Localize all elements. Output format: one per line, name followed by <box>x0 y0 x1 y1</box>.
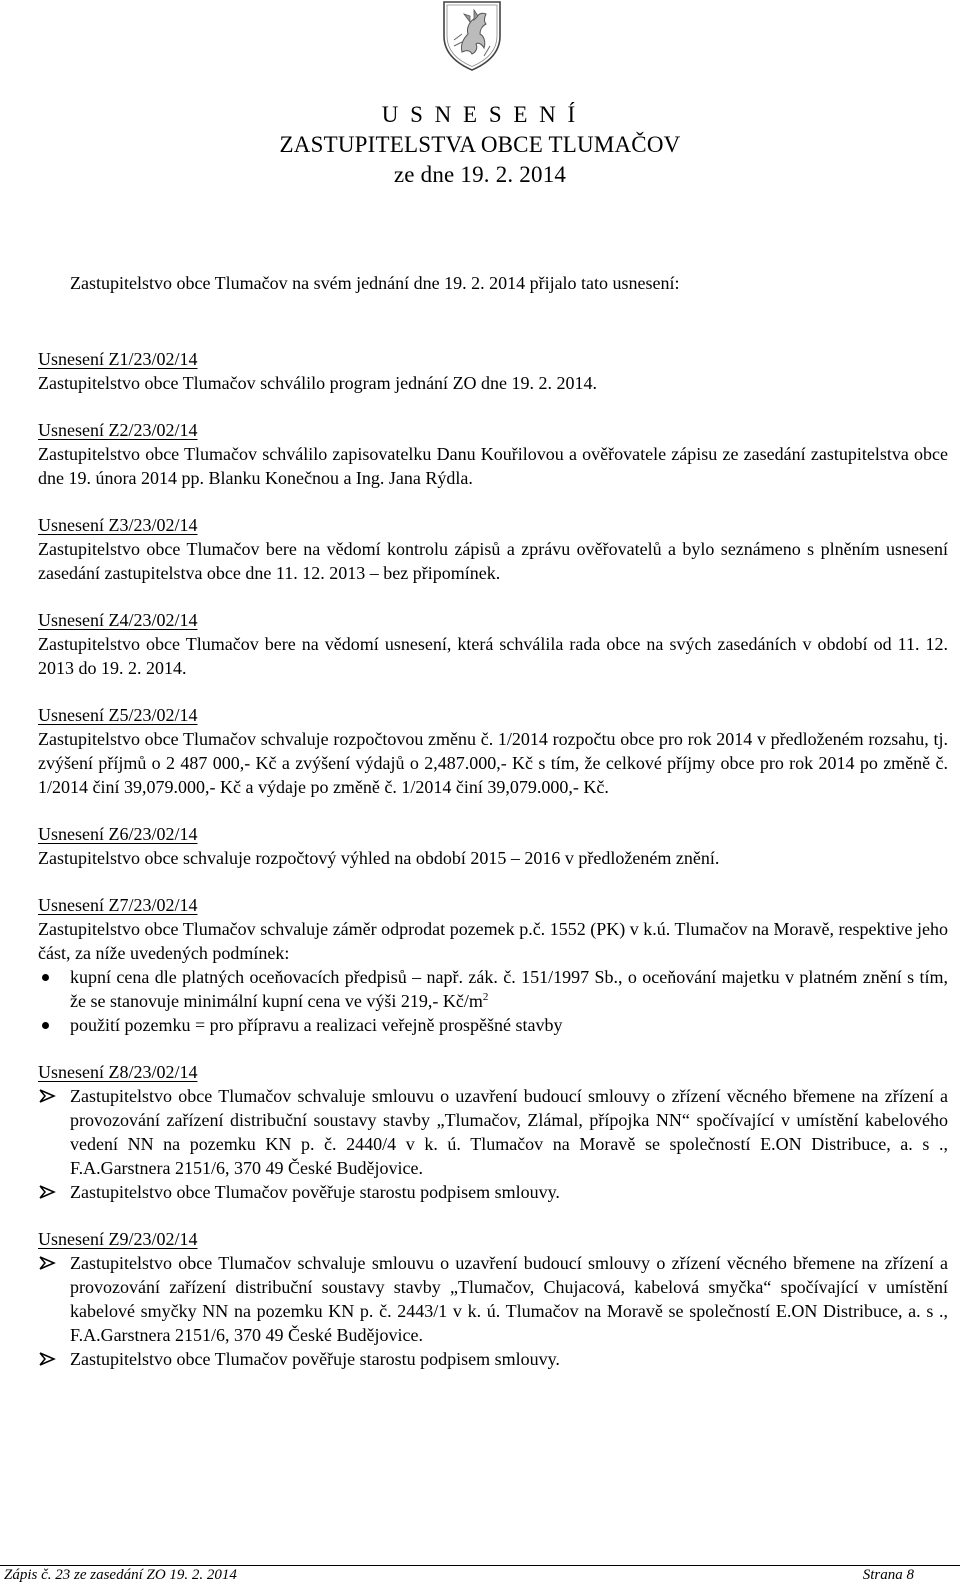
list-item <box>38 1084 948 1180</box>
arrow-bullet-icon <box>38 1352 56 1366</box>
resolution-body: Zastupitelstvo obce Tlumačov schvaluje záměr odprodat pozemek p.č. 1552 (PK) v k.ú. Tlumačov na Moravě, respektive jeho část, za níže uvedených podmínek: <box>38 919 948 963</box>
resolution-title: Usnesení Z1/23/02/14 <box>38 349 198 369</box>
intro-text: Zastupitelstvo obce Tlumačov na svém jednání dne 19. 2. 2014 přijalo tato usnesení: <box>70 273 680 293</box>
arrow-bullet-icon <box>38 1256 56 1270</box>
resolutions-list <box>38 347 948 1394</box>
resolution-body: Zastupitelstvo obce Tlumačov schválilo zapisovatelku Danu Kouřilovou a ověřovatele zápisu ze zasedání zastupitelstva obce dne 19. února 2014 pp. Blanku Konečnou a Ing. Jana Rýdla. <box>38 444 948 488</box>
resolution-z5 <box>38 703 948 799</box>
arrow-list <box>38 1084 948 1204</box>
resolution-title: Usnesení Z2/23/02/14 <box>38 420 198 440</box>
document-subtitle: ZASTUPITELSTVA OBCE TLUMAČOV <box>279 132 681 157</box>
list-item-text: Zastupitelstvo obce Tlumačov pověřuje starostu podpisem smlouvy. <box>70 1182 560 1202</box>
list-item-text: kupní cena dle platných oceňovacích předpisů – např. zák. č. 151/1997 Sb., o oceňování majetku v platném znění s tím, že se stanovuje minimální kupní cena ve výši 219,- Kč/m <box>70 967 948 1011</box>
list-item <box>38 1347 948 1371</box>
resolution-title: Usnesení Z5/23/02/14 <box>38 705 198 725</box>
document-title: U S N E S E N Í <box>381 102 579 127</box>
resolution-body: Zastupitelstvo obce Tlumačov bere na vědomí kontrolu zápisů a zprávu ověřovatelů a bylo seznámeno s plněním usnesení zasedání zastupitelstva obce dne 11. 12. 2013 – bez připomínek. <box>38 539 948 583</box>
footer-document-ref: Zápis č. 23 ze zasedání ZO 19. 2. 2014 <box>4 1567 237 1583</box>
resolution-z6 <box>38 822 948 870</box>
resolution-title: Usnesení Z9/23/02/14 <box>38 1229 198 1249</box>
arrow-bullet-icon <box>38 1089 56 1103</box>
footer-page-number: Strana 8 <box>862 1567 914 1583</box>
resolution-title: Usnesení Z6/23/02/14 <box>38 824 198 844</box>
resolution-z8 <box>38 1060 948 1204</box>
resolution-body: Zastupitelstvo obce Tlumačov schvaluje rozpočtovou změnu č. 1/2014 rozpočtu obce pro rok 2014 v předloženém rozsahu, tj. zvýšení příjmů o 2 487 000,- Kč a zvýšení výdajů o 2,487.000,- Kč s tím, že celkové příjmy obce pro rok 2014 po změně č. 1/2014 činí 39,079.000,- Kč a výdaje po změně č. 1/2014 činí 39,079.000,- Kč. <box>38 729 948 797</box>
bullet-list <box>38 965 948 1037</box>
bullet-dot-icon <box>42 1022 49 1029</box>
resolution-body: Zastupitelstvo obce Tlumačov schválilo program jednání ZO dne 19. 2. 2014. <box>38 373 598 393</box>
list-item <box>38 965 948 1013</box>
resolution-z9 <box>38 1227 948 1371</box>
resolution-z1 <box>38 347 948 395</box>
document-date: ze dne 19. 2. 2014 <box>393 162 567 187</box>
resolution-z3 <box>38 513 948 585</box>
arrow-bullet-icon <box>38 1185 56 1199</box>
list-item <box>38 1013 948 1037</box>
superscript-text: 2 <box>482 991 489 1003</box>
list-item <box>38 1180 948 1204</box>
resolution-z7 <box>38 893 948 1037</box>
arrow-list <box>38 1251 948 1371</box>
bullet-dot-icon <box>42 974 49 981</box>
document-header <box>0 100 960 190</box>
page-footer <box>0 1565 960 1585</box>
list-item-text: použití pozemku = pro přípravu a realizaci veřejně prospěšné stavby <box>70 1015 563 1035</box>
resolution-z4 <box>38 608 948 680</box>
list-item-text: Zastupitelstvo obce Tlumačov schvaluje smlouvu o uzavření budoucí smlouvy o zřízení věcného břemene na zřízení a provozování zařízení distribuční soustavy stavby „Tlumačov, Chujacová, kabelová smyčka“ spočívající v umístění kabelové smyčky NN na pozemku KN p. č. 2443/1 v k. ú. Tlumačov na Moravě se společností E.ON Distribuce, a. s ., F.A.Garstnera 2151/6, 370 49 České Budějovice. <box>70 1253 948 1345</box>
resolution-body: Zastupitelstvo obce schvaluje rozpočtový výhled na období 2015 – 2016 v předloženém znění. <box>38 848 720 868</box>
list-item <box>38 1251 948 1347</box>
resolution-z2 <box>38 418 948 490</box>
municipal-crest-icon <box>440 0 504 72</box>
list-item-text: Zastupitelstvo obce Tlumačov pověřuje starostu podpisem smlouvy. <box>70 1349 560 1369</box>
resolution-title: Usnesení Z8/23/02/14 <box>38 1062 198 1082</box>
resolution-title: Usnesení Z7/23/02/14 <box>38 895 198 915</box>
footer-divider <box>0 1565 960 1566</box>
resolution-body: Zastupitelstvo obce Tlumačov bere na vědomí usnesení, která schválila rada obce na svých zasedáních v období od 11. 12. 2013 do 19. 2. 2014. <box>38 634 948 678</box>
resolution-title: Usnesení Z4/23/02/14 <box>38 610 198 630</box>
resolution-title: Usnesení Z3/23/02/14 <box>38 515 198 535</box>
list-item-text: Zastupitelstvo obce Tlumačov schvaluje smlouvu o uzavření budoucí smlouvy o zřízení věcného břemene na zřízení a provozování zařízení distribuční soustavy stavby „Tlumačov, Zlámal, přípojka NN“ spočívající v umístění kabelového vedení NN na pozemku KN p. č. 2440/4 v k. ú. Tlumačov na Moravě se společností E.ON Distribuce, a. s ., F.A.Garstnera 2151/6, 370 49 České Budějovice. <box>70 1086 948 1178</box>
